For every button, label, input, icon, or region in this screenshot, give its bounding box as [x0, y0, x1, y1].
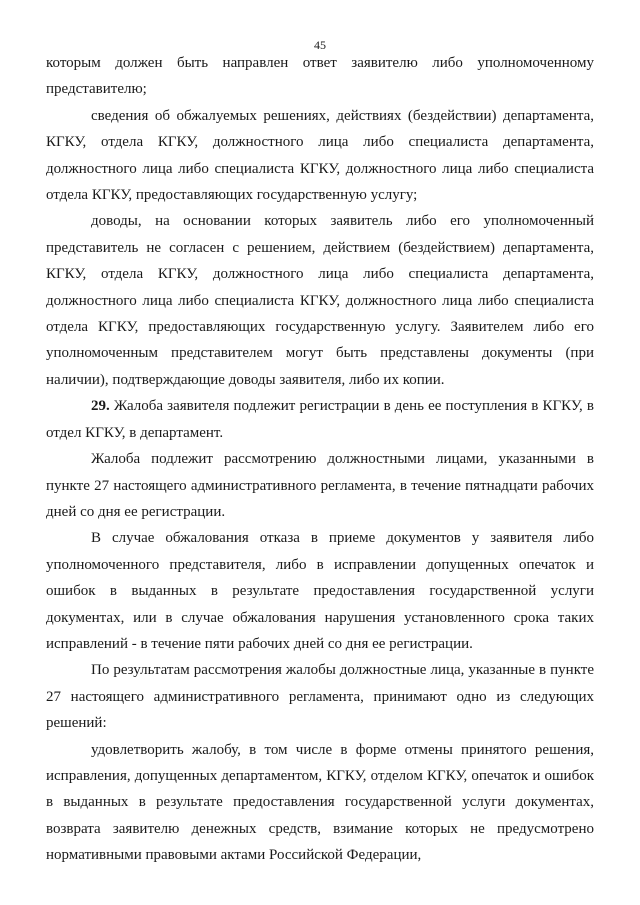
- paragraph-review-term: [46, 446, 594, 525]
- paragraph-text: Жалоба подлежит рассмотрению должностными лицами, указанными в пункте 27 настоящего административного регламента, в течение пятнадцати рабочих дней со дня ее регистрации.: [46, 451, 594, 520]
- paragraph-text: В случае обжалования отказа в приеме документов у заявителя либо уполномоченного представителя, либо в исправлении допущенных опечаток и ошибок в выданных в результате предоставления государственной услуги документах, или в случае обжалования нарушения установленного срока таких исправлений - в течение пяти рабочих дней со дня ее регистрации.: [46, 530, 594, 652]
- paragraph-refusal-appeal: [46, 525, 594, 657]
- page-number: 45: [314, 38, 326, 52]
- paragraph-text: которым должен быть направлен ответ заявителю либо уполномоченному представителю;: [46, 55, 594, 98]
- paragraph-review-results: [46, 657, 594, 736]
- document-body: [46, 50, 594, 869]
- paragraph-text: удовлетворить жалобу, в том числе в форме отмены принятого решения, исправления, допущенных департаментом, КГКУ, отделом КГКУ, опечаток и ошибок в выданных в результате предоставления государственной услуги документах, возврата заявителю денежных средств, взимание которых не предусмотрено нормативными правовыми актами Российской Федерации,: [46, 741, 594, 864]
- paragraph-complaint-details: [46, 103, 594, 209]
- paragraph-continuation: [46, 50, 594, 103]
- paragraph-number: 29.: [91, 398, 110, 415]
- paragraph-satisfy-complaint: [46, 737, 594, 869]
- paragraph-text: По результатам рассмотрения жалобы должностные лица, указанные в пункте 27 настоящего административного регламента, принимают одно из следующих решений:: [46, 662, 594, 732]
- paragraph-text: сведения об обжалуемых решениях, действиях (бездействии) департамента, КГКУ, отдела КГКУ, должностного лица либо специалиста департамента, должностного лица либо специалиста КГКУ, должностного лица либо специалиста отдела КГКУ, предоставляющих государственную услугу;: [46, 107, 594, 204]
- paragraph-text: Жалоба заявителя подлежит регистрации в день ее поступления в КГКУ, в отдел КГКУ, в департамент.: [46, 398, 594, 441]
- paragraph-text: доводы, на основании которых заявитель либо его уполномоченный представитель не согласен с решением, действием (бездействием) департамента, КГКУ, отдела КГКУ, должностного лица либо специалиста департамента, должностного лица либо специалиста КГКУ, должностного лица либо специалиста отдела КГКУ, предоставляющих государственную услугу. Заявителем либо его уполномоченным представителем могут быть представлены документы (при наличии), подтверждающие доводы заявителя, либо их копии.: [46, 213, 594, 388]
- paragraph-complaint-arguments: [46, 208, 594, 393]
- paragraph-item-29: [46, 393, 594, 446]
